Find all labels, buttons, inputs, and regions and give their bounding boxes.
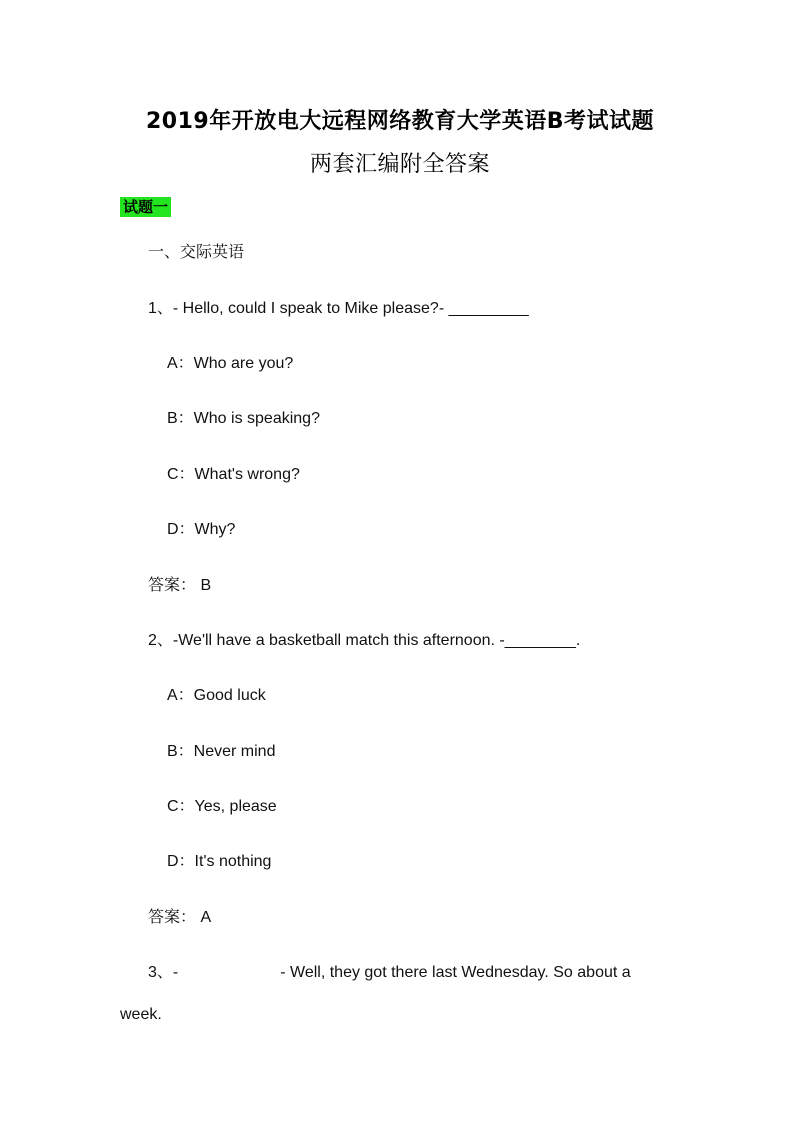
question-2-option-d: D：It's nothing: [167, 853, 272, 870]
question-2-option-c: C：Yes, please: [167, 798, 277, 815]
question-3-stem-suffix: - Well, they got there last Wednesday. So about a: [280, 964, 631, 981]
document-title-line1: 2019年开放电大远程网络教育大学英语B考试试题: [145, 109, 654, 134]
question-2-option-b: B：Never mind: [167, 743, 276, 760]
section-tag-highlight: 试题一: [120, 197, 171, 217]
question-1-option-d: D：Why?: [167, 521, 236, 538]
question-1-stem: 1、- Hello, could I speak to Mike please?- _________: [148, 300, 529, 317]
section-heading: 一、交际英语: [148, 244, 245, 261]
question-3-stem: [148, 963, 631, 983]
question-2-option-a: A：Good luck: [167, 687, 266, 704]
question-1-option-c: C：What's wrong?: [167, 466, 300, 483]
document-title-line2: 两套汇编附全答案: [309, 152, 490, 177]
question-1-option-a: A：Who are you?: [167, 355, 294, 372]
question-2-stem: 2、-We'll have a basketball match this afternoon. -________.: [148, 632, 581, 649]
question-1-option-b: B：Who is speaking?: [167, 410, 320, 427]
question-3-stem-prefix: 3、-: [148, 964, 179, 981]
question-1-answer: 答案： B: [148, 577, 212, 594]
question-2-answer: 答案： A: [148, 909, 212, 926]
question-3-stem-wrap: week.: [120, 1006, 162, 1023]
